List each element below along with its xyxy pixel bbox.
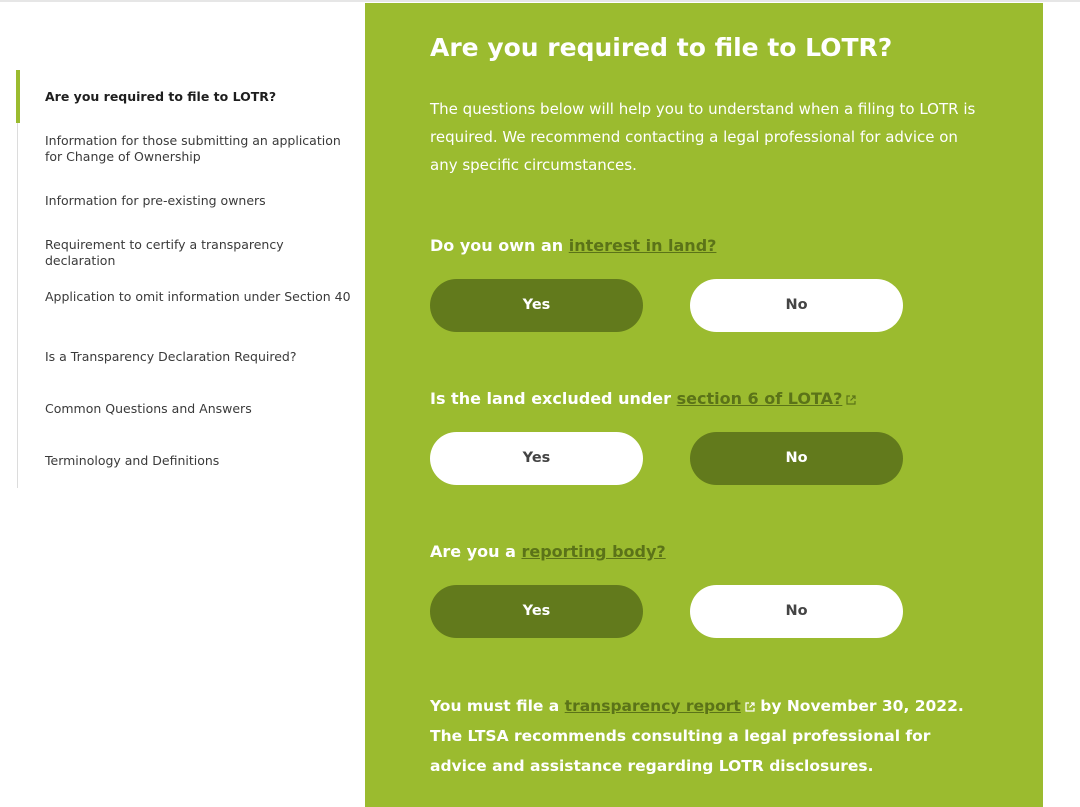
sidebar-item-terminology[interactable]: Terminology and Definitions <box>45 453 220 468</box>
q1-yes-button[interactable]: Yes <box>430 279 643 332</box>
question-text: Is the land excluded under <box>430 389 677 408</box>
external-link-icon <box>745 702 755 712</box>
question-reporting-body <box>430 542 666 561</box>
q3-no-button[interactable]: No <box>690 585 903 638</box>
sidebar-item-common-questions[interactable]: Common Questions and Answers <box>45 401 252 416</box>
result-text-suffix: by November 30, 2022. The LTSA recommends consulting a legal professional for advice and assistance regarding LOTR disclosures. <box>430 697 964 775</box>
intro-text: The questions below will help you to understand when a filing to LOTR is required. We recommend contacting a legal professional for advice on any specific circumstances. <box>430 100 976 174</box>
question-text: Are you a <box>430 542 522 561</box>
q1-no-button[interactable]: No <box>690 279 903 332</box>
q2-yes-button[interactable]: Yes <box>430 432 643 485</box>
sidebar-item-change-of-ownership[interactable]: Information for those submitting an application for Change of Ownership <box>45 133 341 164</box>
external-link-icon <box>846 395 856 405</box>
reporting-body-link[interactable]: reporting body? <box>521 542 666 561</box>
sidebar-item-declaration-required[interactable]: Is a Transparency Declaration Required? <box>45 349 297 364</box>
top-divider <box>0 0 1080 2</box>
question-land-excluded <box>430 389 856 408</box>
sidebar-item-certify-declaration[interactable]: Requirement to certify a transparency declaration <box>45 237 284 268</box>
questionnaire-panel <box>365 3 1043 807</box>
sidebar-nav <box>17 70 358 488</box>
sidebar-item-omit-information[interactable]: Application to omit information under Section 40 <box>45 289 351 304</box>
transparency-report-link[interactable]: transparency report <box>564 697 741 715</box>
page-title: Are you required to file to LOTR? <box>430 33 893 62</box>
active-indicator <box>16 70 20 123</box>
sidebar-item-pre-existing-owners[interactable]: Information for pre-existing owners <box>45 193 266 208</box>
q2-no-button[interactable]: No <box>690 432 903 485</box>
result-text: You must file a <box>430 697 565 715</box>
result-message <box>430 691 990 781</box>
question-text: Do you own an <box>430 236 569 255</box>
q3-yes-button[interactable]: Yes <box>430 585 643 638</box>
question-own-interest <box>430 236 716 255</box>
interest-in-land-link[interactable]: interest in land? <box>568 236 717 255</box>
section-6-lota-link[interactable]: section 6 of LOTA? <box>676 389 843 408</box>
sidebar-item-required-to-file[interactable]: Are you required to file to LOTR? <box>45 89 277 104</box>
